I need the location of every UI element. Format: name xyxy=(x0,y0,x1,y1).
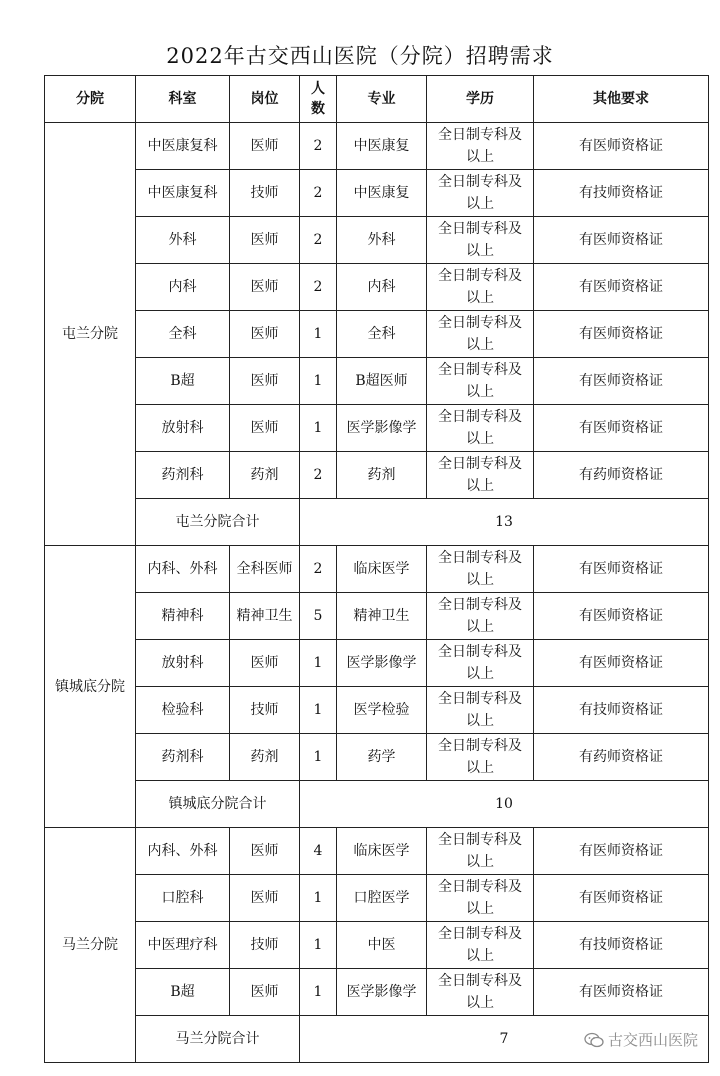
table-row xyxy=(45,123,709,170)
edu-line2: 以上 xyxy=(466,619,494,635)
edu-cell xyxy=(427,922,534,969)
edu-line2: 以上 xyxy=(466,290,494,306)
table-row xyxy=(45,546,709,593)
major-cell: 口腔医学 xyxy=(337,875,427,922)
other-cell: 有医师资格证 xyxy=(534,640,709,687)
edu-cell xyxy=(427,217,534,264)
count-cell: 2 xyxy=(300,546,337,593)
post-cell: 医师 xyxy=(230,311,300,358)
edu-line1: 全日制专科及 xyxy=(438,362,522,378)
subtotal-label: 马兰分院合计 xyxy=(136,1016,300,1063)
edu-line1: 全日制专科及 xyxy=(438,597,522,613)
edu-line1: 全日制专科及 xyxy=(438,644,522,660)
table-row xyxy=(45,969,709,1016)
edu-line2: 以上 xyxy=(466,478,494,494)
edu-line2: 以上 xyxy=(466,243,494,259)
dept-cell: 中医理疗科 xyxy=(136,922,230,969)
post-cell: 药剂 xyxy=(230,734,300,781)
edu-line1: 全日制专科及 xyxy=(438,973,522,989)
subtotal-value: 13 xyxy=(300,499,709,546)
count-cell: 1 xyxy=(300,358,337,405)
table-row xyxy=(45,170,709,217)
post-cell: 医师 xyxy=(230,640,300,687)
header-count xyxy=(300,76,337,123)
dept-cell: 放射科 xyxy=(136,640,230,687)
post-cell: 技师 xyxy=(230,170,300,217)
post-cell: 全科医师 xyxy=(230,546,300,593)
table-row xyxy=(45,593,709,640)
edu-line2: 以上 xyxy=(466,948,494,964)
count-cell: 2 xyxy=(300,452,337,499)
count-cell: 4 xyxy=(300,828,337,875)
other-cell: 有技师资格证 xyxy=(534,687,709,734)
edu-line1: 全日制专科及 xyxy=(438,127,522,143)
dept-cell: 检验科 xyxy=(136,687,230,734)
dept-cell: 中医康复科 xyxy=(136,123,230,170)
post-cell: 医师 xyxy=(230,969,300,1016)
header-count-line2: 数 xyxy=(311,101,325,117)
table-row xyxy=(45,405,709,452)
dept-cell: 放射科 xyxy=(136,405,230,452)
edu-cell xyxy=(427,875,534,922)
post-cell: 医师 xyxy=(230,123,300,170)
header-edu: 学历 xyxy=(427,76,534,123)
other-cell: 有技师资格证 xyxy=(534,922,709,969)
count-cell: 2 xyxy=(300,170,337,217)
header-count-line1: 人 xyxy=(311,81,325,97)
watermark-text: 古交西山医院 xyxy=(607,1031,698,1049)
count-cell: 1 xyxy=(300,969,337,1016)
other-cell: 有医师资格证 xyxy=(534,593,709,640)
edu-line1: 全日制专科及 xyxy=(438,221,522,237)
edu-cell xyxy=(427,687,534,734)
major-cell: 中医 xyxy=(337,922,427,969)
table-row xyxy=(45,875,709,922)
dept-cell: 精神科 xyxy=(136,593,230,640)
table-row xyxy=(45,640,709,687)
edu-line2: 以上 xyxy=(466,431,494,447)
header-other: 其他要求 xyxy=(534,76,709,123)
header-major: 专业 xyxy=(337,76,427,123)
other-cell: 有医师资格证 xyxy=(534,405,709,452)
major-cell: 医学影像学 xyxy=(337,640,427,687)
post-cell: 医师 xyxy=(230,217,300,264)
edu-line2: 以上 xyxy=(466,713,494,729)
edu-cell xyxy=(427,969,534,1016)
edu-cell xyxy=(427,405,534,452)
edu-line1: 全日制专科及 xyxy=(438,926,522,942)
count-cell: 1 xyxy=(300,311,337,358)
dept-cell: 中医康复科 xyxy=(136,170,230,217)
other-cell: 有医师资格证 xyxy=(534,875,709,922)
watermark xyxy=(584,1029,698,1050)
edu-line1: 全日制专科及 xyxy=(438,409,522,425)
edu-cell xyxy=(427,311,534,358)
count-cell: 1 xyxy=(300,734,337,781)
recruitment-table xyxy=(44,75,709,1063)
branch-cell: 马兰分院 xyxy=(45,828,136,1063)
major-cell: B超医师 xyxy=(337,358,427,405)
subtotal-value: 7 xyxy=(300,1016,709,1063)
table-row xyxy=(45,734,709,781)
major-cell: 外科 xyxy=(337,217,427,264)
dept-cell: 内科、外科 xyxy=(136,546,230,593)
major-cell: 医学影像学 xyxy=(337,405,427,452)
edu-line1: 全日制专科及 xyxy=(438,550,522,566)
post-cell: 精神卫生 xyxy=(230,593,300,640)
major-cell: 临床医学 xyxy=(337,828,427,875)
other-cell: 有医师资格证 xyxy=(534,217,709,264)
edu-line2: 以上 xyxy=(466,901,494,917)
post-cell: 技师 xyxy=(230,687,300,734)
major-cell: 药剂 xyxy=(337,452,427,499)
other-cell: 有医师资格证 xyxy=(534,828,709,875)
edu-line2: 以上 xyxy=(466,149,494,165)
major-cell: 精神卫生 xyxy=(337,593,427,640)
major-cell: 中医康复 xyxy=(337,170,427,217)
table-row xyxy=(45,452,709,499)
table-row xyxy=(45,358,709,405)
edu-line2: 以上 xyxy=(466,995,494,1011)
table-row xyxy=(45,828,709,875)
other-cell: 有医师资格证 xyxy=(534,969,709,1016)
edu-line1: 全日制专科及 xyxy=(438,174,522,190)
count-cell: 1 xyxy=(300,922,337,969)
major-cell: 中医康复 xyxy=(337,123,427,170)
major-cell: 医学检验 xyxy=(337,687,427,734)
other-cell: 有药师资格证 xyxy=(534,452,709,499)
post-cell: 技师 xyxy=(230,922,300,969)
count-cell: 2 xyxy=(300,123,337,170)
edu-cell xyxy=(427,828,534,875)
post-cell: 药剂 xyxy=(230,452,300,499)
edu-line1: 全日制专科及 xyxy=(438,456,522,472)
major-cell: 内科 xyxy=(337,264,427,311)
count-cell: 1 xyxy=(300,875,337,922)
major-cell: 药学 xyxy=(337,734,427,781)
table-row xyxy=(45,687,709,734)
other-cell: 有医师资格证 xyxy=(534,264,709,311)
edu-cell xyxy=(427,640,534,687)
other-cell: 有医师资格证 xyxy=(534,546,709,593)
table-row xyxy=(45,922,709,969)
edu-line2: 以上 xyxy=(466,760,494,776)
dept-cell: B超 xyxy=(136,358,230,405)
edu-line2: 以上 xyxy=(466,572,494,588)
count-cell: 5 xyxy=(300,593,337,640)
other-cell: 有医师资格证 xyxy=(534,358,709,405)
other-cell: 有医师资格证 xyxy=(534,123,709,170)
edu-cell xyxy=(427,123,534,170)
major-cell: 临床医学 xyxy=(337,546,427,593)
edu-line1: 全日制专科及 xyxy=(438,691,522,707)
major-cell: 全科 xyxy=(337,311,427,358)
edu-cell xyxy=(427,734,534,781)
count-cell: 1 xyxy=(300,640,337,687)
dept-cell: 药剂科 xyxy=(136,734,230,781)
table-row xyxy=(45,311,709,358)
dept-cell: 内科、外科 xyxy=(136,828,230,875)
edu-cell xyxy=(427,170,534,217)
header-post: 岗位 xyxy=(230,76,300,123)
dept-cell: 口腔科 xyxy=(136,875,230,922)
subtotal-row xyxy=(45,781,709,828)
edu-line1: 全日制专科及 xyxy=(438,879,522,895)
post-cell: 医师 xyxy=(230,405,300,452)
count-cell: 1 xyxy=(300,687,337,734)
header-dept: 科室 xyxy=(136,76,230,123)
subtotal-label: 屯兰分院合计 xyxy=(136,499,300,546)
post-cell: 医师 xyxy=(230,875,300,922)
edu-line2: 以上 xyxy=(466,337,494,353)
subtotal-value: 10 xyxy=(300,781,709,828)
wechat-icon xyxy=(584,1032,604,1048)
edu-cell xyxy=(427,264,534,311)
post-cell: 医师 xyxy=(230,828,300,875)
branch-cell: 屯兰分院 xyxy=(45,123,136,546)
dept-cell: 外科 xyxy=(136,217,230,264)
other-cell: 有医师资格证 xyxy=(534,311,709,358)
table-row xyxy=(45,264,709,311)
dept-cell: 全科 xyxy=(136,311,230,358)
other-cell: 有技师资格证 xyxy=(534,170,709,217)
edu-cell xyxy=(427,452,534,499)
header-branch: 分院 xyxy=(45,76,136,123)
post-cell: 医师 xyxy=(230,358,300,405)
edu-cell xyxy=(427,593,534,640)
edu-line1: 全日制专科及 xyxy=(438,268,522,284)
count-cell: 2 xyxy=(300,264,337,311)
subtotal-row xyxy=(45,499,709,546)
branch-cell: 镇城底分院 xyxy=(45,546,136,828)
edu-line1: 全日制专科及 xyxy=(438,738,522,754)
edu-line1: 全日制专科及 xyxy=(438,832,522,848)
subtotal-label: 镇城底分院合计 xyxy=(136,781,300,828)
edu-line1: 全日制专科及 xyxy=(438,315,522,331)
edu-line2: 以上 xyxy=(466,666,494,682)
page-title: 2022年古交西山医院（分院）招聘需求 xyxy=(166,44,554,68)
edu-line2: 以上 xyxy=(466,384,494,400)
dept-cell: 药剂科 xyxy=(136,452,230,499)
other-cell: 有药师资格证 xyxy=(534,734,709,781)
edu-cell xyxy=(427,546,534,593)
edu-line2: 以上 xyxy=(466,854,494,870)
count-cell: 1 xyxy=(300,405,337,452)
table-body xyxy=(45,123,709,1063)
edu-line2: 以上 xyxy=(466,196,494,212)
header-row xyxy=(45,76,709,123)
post-cell: 医师 xyxy=(230,264,300,311)
count-cell: 2 xyxy=(300,217,337,264)
dept-cell: 内科 xyxy=(136,264,230,311)
edu-cell xyxy=(427,358,534,405)
table-row xyxy=(45,217,709,264)
major-cell: 医学影像学 xyxy=(337,969,427,1016)
dept-cell: B超 xyxy=(136,969,230,1016)
